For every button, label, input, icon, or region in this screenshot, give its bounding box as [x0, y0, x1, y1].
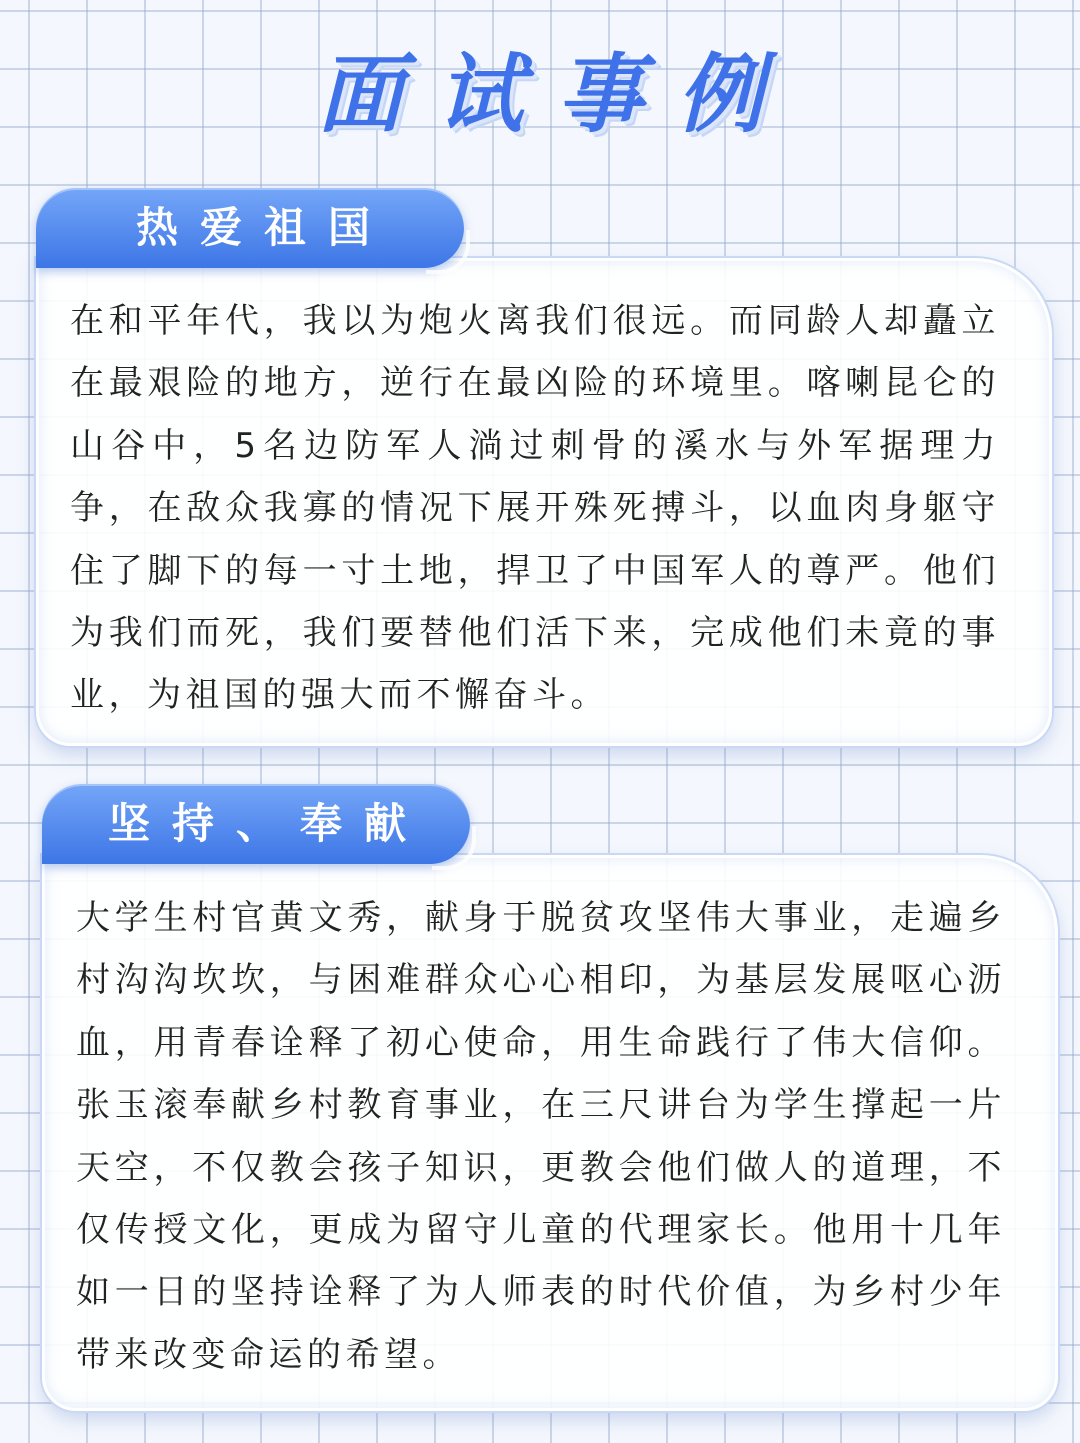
section-body: 在和平年代，我以为炮火离我们很远。而同龄人却矗立在最艰险的地方，逆行在最凶险的环境里。喀喇昆仑的山谷中，5名边防军人淌过刺骨的溪水与外军据理力争，在敌众我寡的情况下展开殊死搏斗，以血肉身躯守住了脚下的每一寸土地，捍卫了中国军人的尊严。他们为我们而死，我们要替他们活下来，完成他们未竟的事业，为祖国的强大而不懈奋斗。: [70, 301, 1000, 716]
section-body: 大学生村官黄文秀，献身于脱贫攻坚伟大事业，走遍乡村沟沟坎坎，与困难群众心心相印，为基层发展呕心沥血，用青春诠释了初心使命，用生命践行了伟大信仰。张玉滚奉献乡村教育事业，在三尺讲台为学生撑起一片天空，不仅教会孩子知识，更教会他们做人的道理，不仅传授文化，更成为留守儿童的代理家长。他用十几年如一日的坚持诠释了为人师表的时代价值，为乡村少年带来改变命运的希望。: [76, 898, 1006, 1375]
page-title: 面试事例: [317, 45, 797, 145]
section-heading: 坚持、奉献: [42, 784, 470, 864]
section-heading: 热爱祖国: [36, 188, 464, 268]
